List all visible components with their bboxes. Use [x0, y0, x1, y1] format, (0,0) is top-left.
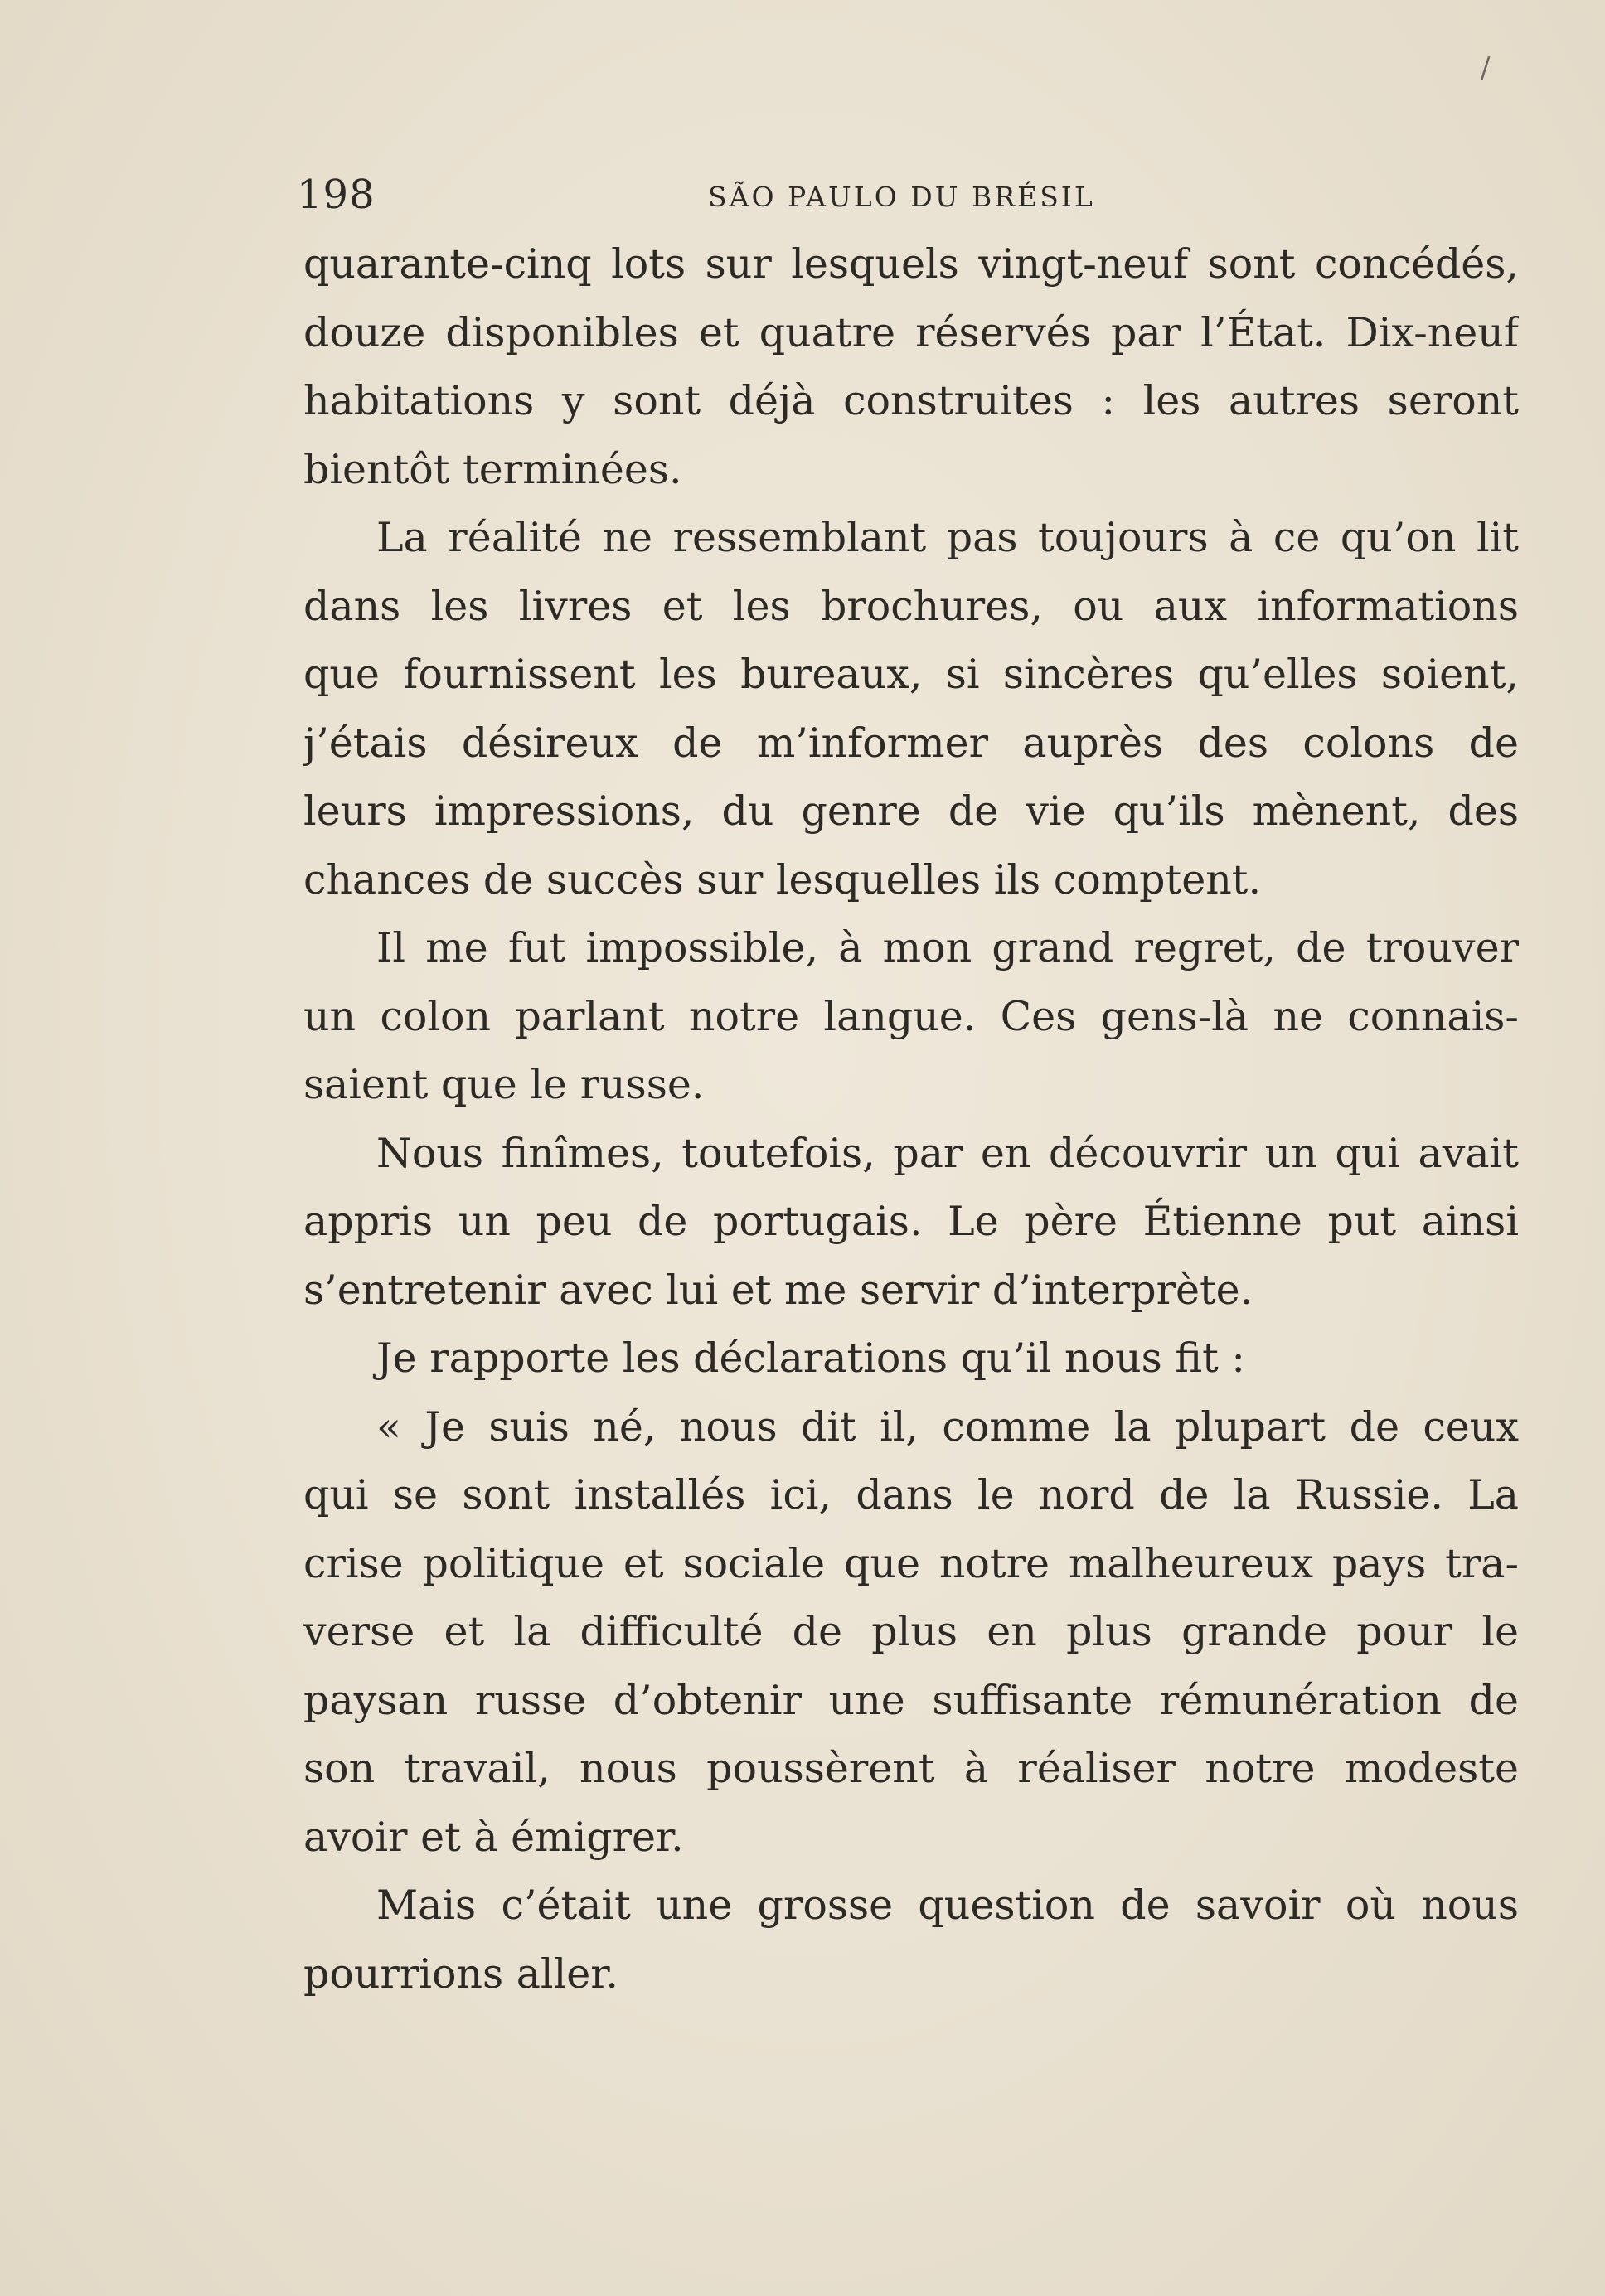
text-line: leurs impressions, du genre de vie qu’ils mènent, des [303, 787, 1519, 835]
text-line: saient que le russe. [303, 1061, 705, 1108]
text-line: Il me fut impossible, à mon grand regret, de trouver [376, 924, 1519, 971]
text-line: douze disponibles et quatre réservés par l’État. Dix-neuf [303, 308, 1519, 356]
running-head [297, 166, 1132, 224]
text-line: avoir et à émigrer. [303, 1813, 684, 1861]
body-text [303, 230, 1519, 2008]
text-line: dans les livres et les brochures, ou aux informations [303, 582, 1519, 630]
corner-mark: / [1481, 51, 1491, 85]
text-line: pourrions aller. [303, 1950, 618, 1998]
text-line: Je rapporte les déclarations qu’il nous fit : [376, 1334, 1245, 1382]
text-line: bientôt terminées. [303, 445, 682, 493]
text-line: paysan russe d’obtenir une suffisante rémunération de [303, 1676, 1519, 1724]
text-line: qui se sont installés ici, dans le nord de la Russie. La [303, 1471, 1519, 1519]
text-line: Mais c’était une grosse question de savoir où nous [376, 1882, 1519, 1929]
text-line: que fournissent les bureaux, si sincères qu’elles soient, [303, 651, 1519, 698]
text-line: Nous finîmes, toutefois, par en découvrir un qui avait [376, 1129, 1519, 1177]
text-line: crise politique et sociale que notre malheureux pays tra- [303, 1539, 1519, 1587]
text-line: verse et la difficulté de plus en plus grande pour le [303, 1608, 1519, 1655]
text-line: La réalité ne ressemblant pas toujours à ce qu’on lit [376, 514, 1519, 561]
text-line: chances de succès sur lesquelles ils comptent. [303, 855, 1262, 903]
text-line: appris un peu de portugais. Le père Étienne put ainsi [303, 1198, 1519, 1245]
text-line: s’entretenir avec lui et me servir d’interprète. [303, 1266, 1253, 1314]
text-line: un colon parlant notre langue. Ces gens-là ne connais- [303, 992, 1519, 1040]
page-number: 198 [297, 172, 376, 218]
text-line: « Je suis né, nous dit il, comme la plupart de ceux [376, 1402, 1519, 1451]
text-line: son travail, nous poussèrent à réaliser notre modeste [303, 1745, 1519, 1792]
text-line: habitations y sont déjà construites : les autres seront [303, 377, 1519, 424]
running-title: SÃO PAULO DU BRÉSIL [708, 181, 1095, 213]
text-line: quarante-cinq lots sur lesquels vingt-neuf sont concédés, [303, 240, 1519, 288]
text-line: j’étais désireux de m’informer auprès des colons de [303, 719, 1519, 767]
